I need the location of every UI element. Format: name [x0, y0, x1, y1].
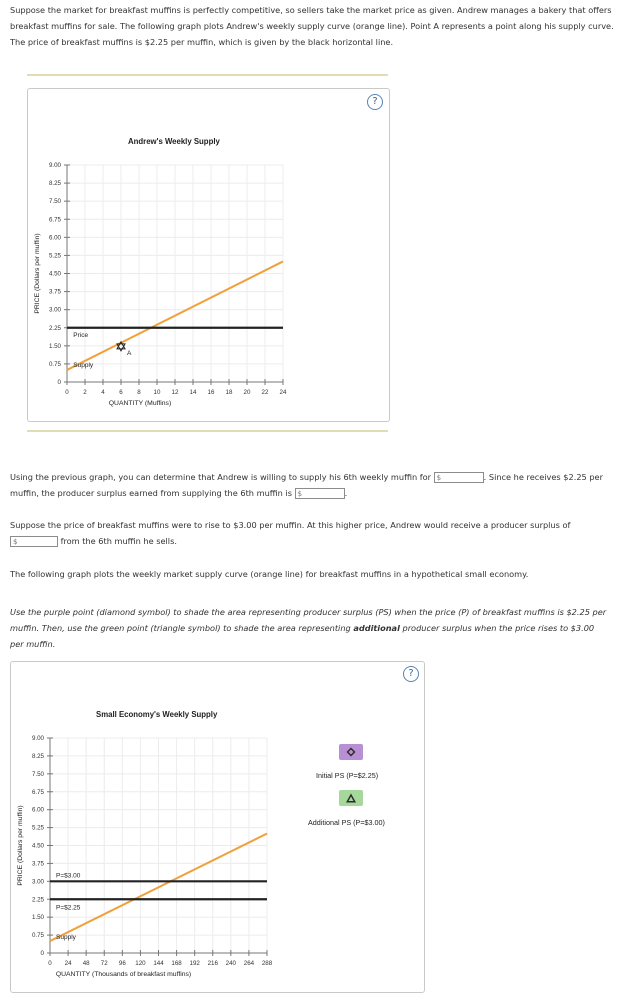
x-tick-label: 8: [137, 389, 141, 396]
x-axis-title: QUANTITY (Thousands of breakfast muffins): [55, 971, 192, 978]
producer-surplus-input[interactable]: $: [295, 488, 345, 499]
q1-text-c: .: [344, 488, 348, 498]
y-tick-label: 4.50: [31, 842, 44, 850]
y-tick-label: 9.00: [31, 735, 44, 742]
y-tick-label: 0: [57, 379, 61, 386]
x-tick-label: 14: [189, 389, 197, 396]
q1-text-b: . Since he receives $2.25 per muffin, the producer surplus earned from supplying the 6th muffin is: [10, 472, 603, 498]
q1-text-a: Using the previous graph, you can determine that Andrew is willing to supply his 6th weekly muffin for: [10, 472, 432, 482]
y-axis-title: PRICE (Dollars per muffin): [34, 233, 41, 314]
divider-bottom: [27, 430, 388, 432]
x-tick-label: 96: [118, 960, 126, 967]
initial-ps-label: Initial PS (P=$2.25): [316, 771, 379, 780]
higher-price-surplus-input[interactable]: $: [10, 536, 58, 547]
y-tick-label: 0.75: [31, 932, 44, 940]
price-line-label: Price: [73, 331, 89, 339]
question-2: [10, 517, 620, 549]
x-tick-label: 216: [207, 960, 218, 967]
q2-text-b: from the 6th muffin he sells.: [60, 536, 177, 546]
price-300-label: P=$3.00: [56, 872, 81, 880]
x-tick-label: 168: [171, 960, 182, 967]
graph2-chart[interactable]: [11, 662, 424, 992]
y-tick-label: 7.50: [48, 198, 61, 206]
green-triangle-icon: [339, 790, 363, 806]
instructions-part1: Use the purple point (diamond symbol) to shade the area representing producer surplus (PS) when the price (P) of breakfast muffins is $2.25 per muffin. Then, use the green point (triangle symbol) to shade the area representing: [10, 607, 607, 633]
y-tick-label: 6.00: [48, 234, 61, 242]
graph2-panel: [10, 661, 425, 993]
x-tick-label: 192: [189, 960, 200, 967]
x-tick-label: 2: [83, 389, 87, 396]
y-tick-label: 5.25: [48, 252, 61, 260]
purple-diamond-icon: [339, 744, 363, 760]
additional-ps-label: Additional PS (P=$3.00): [308, 818, 385, 827]
q2-text-a: Suppose the price of breakfast muffins were to rise to $3.00 per muffin. At this higher price, Andrew would receive a producer surplus of: [10, 520, 571, 530]
y-tick-label: 3.75: [31, 860, 44, 868]
divider-top: [27, 74, 388, 76]
point-a-label: A: [127, 349, 132, 357]
y-tick-label: 3.75: [48, 288, 61, 296]
instructions-bold: additional: [353, 623, 400, 633]
graph1-chart[interactable]: [28, 89, 389, 421]
intro-text: Suppose the market for breakfast muffins is perfectly competitive, so sellers take the market price as given. Andrew manages a bakery that offers breakfast muffins for sale. The following graph plots Andrew's weekly supply curve (orange line). Point A represents a point along his supply curve. The price of breakfast muffins is $2.25 per muffin, which is given by the black horizontal line.: [10, 5, 614, 47]
purple-diamond-button[interactable]: [339, 744, 363, 760]
x-tick-label: 4: [101, 389, 105, 396]
supply-curve-label: Supply: [73, 361, 94, 369]
graph1-title: Andrew's Weekly Supply: [128, 137, 220, 146]
y-tick-label: 7.50: [31, 770, 44, 778]
x-tick-label: 0: [48, 960, 52, 967]
x-tick-label: 18: [225, 389, 233, 396]
y-tick-label: 1.50: [48, 342, 61, 350]
y-tick-label: 9.00: [48, 162, 61, 169]
x-tick-label: 10: [153, 389, 161, 396]
y-axis-title: PRICE (Dollars per muffin): [17, 805, 24, 886]
y-tick-label: 2.25: [31, 896, 44, 904]
x-axis-title: QUANTITY (Muffins): [108, 400, 172, 407]
y-tick-label: 1.50: [31, 914, 44, 922]
willing-to-supply-input[interactable]: $: [434, 472, 484, 483]
y-tick-label: 5.25: [31, 824, 44, 832]
supply-curve-label: Supply: [56, 934, 76, 942]
question-1: [10, 469, 610, 501]
x-tick-label: 12: [171, 389, 179, 396]
x-tick-label: 120: [135, 960, 146, 967]
x-tick-label: 288: [261, 960, 273, 967]
x-tick-label: 0: [65, 389, 69, 396]
x-tick-label: 20: [243, 389, 251, 396]
y-tick-label: 2.25: [48, 324, 61, 332]
help-icon[interactable]: ?: [367, 94, 383, 110]
x-tick-label: 48: [82, 960, 90, 967]
question-3-text: The following graph plots the weekly market supply curve (orange line) for breakfast muffins in a hypothetical small economy.: [10, 569, 529, 579]
y-tick-label: 8.25: [48, 180, 61, 188]
x-tick-label: 24: [64, 960, 72, 967]
graph1-panel: [27, 88, 390, 422]
y-tick-label: 6.75: [31, 788, 44, 796]
y-tick-label: 4.50: [48, 270, 61, 278]
x-tick-label: 72: [100, 960, 108, 967]
y-tick-label: 3.00: [48, 306, 61, 314]
y-tick-label: 6.75: [48, 216, 61, 224]
x-tick-label: 16: [207, 389, 215, 396]
help-icon[interactable]: ?: [403, 666, 419, 682]
y-tick-label: 6.00: [31, 806, 44, 814]
x-tick-label: 264: [243, 960, 255, 967]
instructions-part2: producer surplus when the price rises to $3.00 per muffin.: [10, 623, 595, 649]
x-tick-label: 240: [225, 960, 236, 967]
green-triangle-button[interactable]: [339, 790, 363, 806]
y-tick-label: 0.75: [48, 360, 61, 368]
x-tick-label: 144: [153, 960, 164, 967]
x-tick-label: 22: [261, 389, 269, 396]
y-tick-label: 8.25: [31, 752, 44, 760]
price-225-label: P=$2.25: [56, 904, 81, 912]
instructions: [10, 604, 610, 652]
y-tick-label: 3.00: [31, 878, 44, 886]
y-tick-label: 0: [40, 950, 44, 957]
x-tick-label: 6: [119, 389, 123, 396]
graph2-title: Small Economy's Weekly Supply: [96, 710, 218, 719]
x-tick-label: 24: [279, 389, 287, 396]
